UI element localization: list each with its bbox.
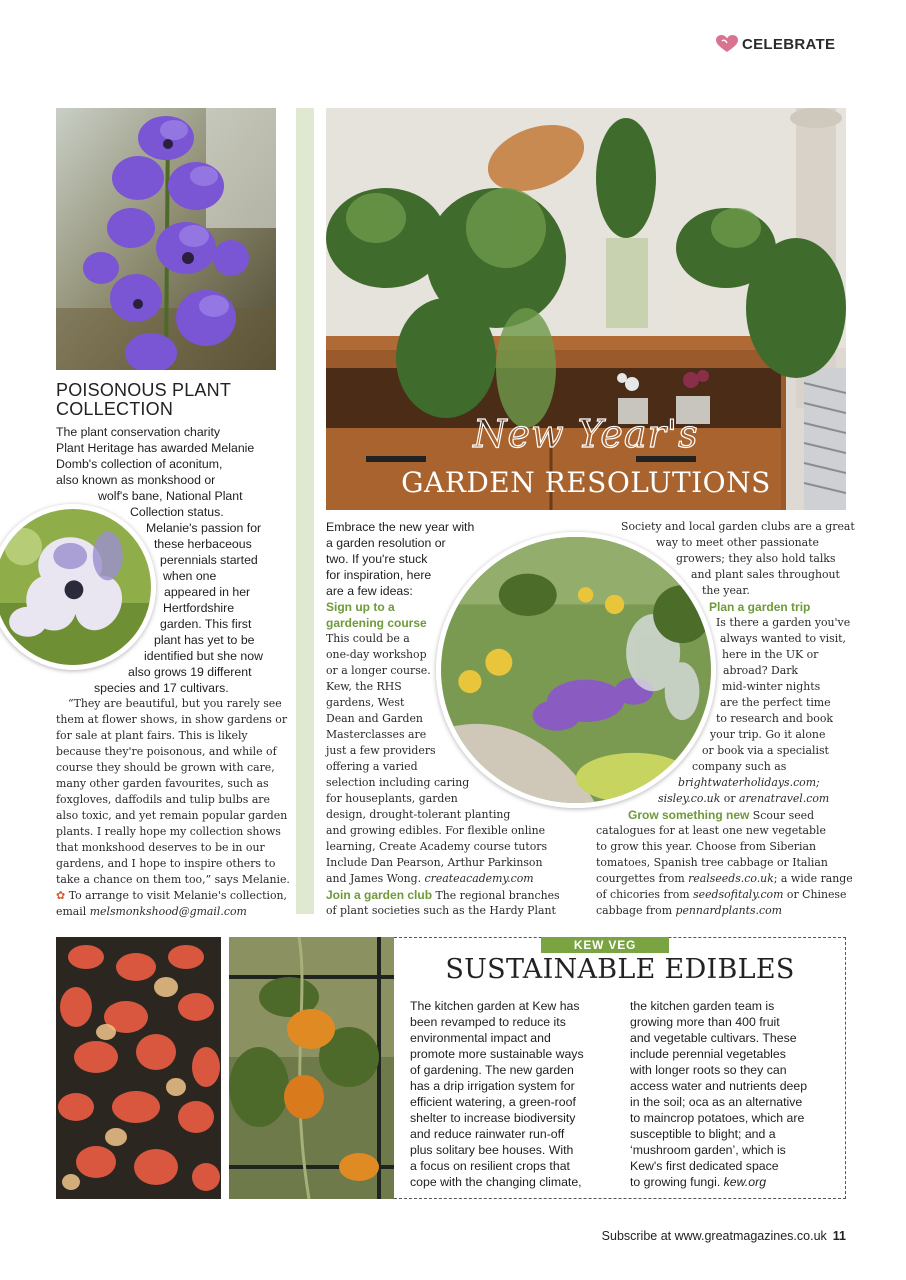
text-line: to research and book: [716, 712, 833, 725]
trip-link-line-2: [596, 791, 846, 807]
visit-line: [56, 888, 287, 904]
text-line: the kitchen garden team is: [630, 999, 775, 1013]
text-line: always wanted to visit,: [720, 632, 847, 645]
resolutions-intro: [326, 519, 566, 599]
text-line: Include Dan Pearson, Arthur Parkinson: [326, 856, 543, 869]
poisonous-plant-article: [56, 424, 290, 920]
heading-line: POISONOUS PLANT: [56, 380, 232, 400]
grow-text: courgettes from: [596, 872, 689, 885]
text-line: environmental impact and: [410, 1031, 551, 1045]
text-line: been revamped to reduce its: [410, 1015, 566, 1029]
monkshood-photo: [56, 108, 276, 370]
pennardplants-link[interactable]: pennardplants.com: [675, 904, 782, 917]
course-heading: Sign up to a: [326, 600, 395, 614]
text-line: of gardening. The new garden: [410, 1063, 574, 1077]
link-join: or: [720, 792, 739, 805]
text-line: wolf's bane, National Plant: [98, 489, 243, 503]
text-line: cope with the changing climate,: [410, 1175, 582, 1189]
email-prefix: email: [56, 905, 90, 918]
course-last-line: [326, 871, 566, 887]
club-continued: [596, 519, 855, 599]
text-line: the year.: [702, 584, 750, 597]
course-heading: gardening course: [326, 616, 427, 630]
text-line: promote more sustainable ways: [410, 1047, 584, 1061]
club-line: [326, 887, 566, 903]
realseeds-link[interactable]: realseeds.co.uk: [688, 872, 774, 885]
text-line: to grow this year. Choose from Siberian: [596, 840, 816, 853]
text-line: Kew's first dedicated space: [630, 1159, 779, 1173]
text-line: for sale at plant fairs. This is likely: [56, 729, 248, 742]
text-line: take a chance on them too,” says Melanie.: [56, 873, 290, 886]
text-line: Society and local garden clubs are a great: [621, 520, 855, 533]
text-line: many other garden favourites, such as: [56, 777, 269, 790]
text-line: The kitchen garden at Kew has: [410, 999, 580, 1013]
grow-line-6: [596, 903, 846, 919]
text-line: these herbaceous: [154, 537, 252, 551]
createacademy-link[interactable]: createacademy.com: [424, 872, 534, 885]
grow-line: [596, 807, 846, 823]
hero-script-title: New Year's: [473, 412, 699, 456]
text-line: catalogues for at least one new vegetable: [596, 824, 826, 837]
text-line: Domb's collection of aconitum,: [56, 457, 223, 471]
column-divider: [296, 108, 314, 914]
text-line: abroad? Dark: [723, 664, 799, 677]
text-line: them at flower shows, in show gardens or: [56, 713, 288, 726]
club-heading: Join a garden club: [326, 888, 433, 902]
text-line: efficient watering, a green-roof: [410, 1095, 576, 1109]
club-text: The regional branches: [432, 889, 560, 902]
text-line: here in the UK or: [722, 648, 819, 661]
course-body: [326, 631, 566, 871]
hero-title: GARDEN RESOLUTIONS: [401, 466, 771, 499]
text-line: and plant sales throughout: [691, 568, 840, 581]
grow-text: Scour seed: [749, 809, 815, 822]
text-line: This could be a: [326, 632, 410, 645]
text-line: are a few ideas:: [326, 584, 413, 598]
poisonous-plant-heading: [56, 381, 296, 419]
text-line: that monkshood deserves to be in our: [56, 841, 265, 854]
grow-text: of chicories from: [596, 888, 694, 901]
text-line: Embrace the new year with: [326, 520, 475, 534]
text-line: also known as monkshood or: [56, 473, 216, 487]
text-line: offering a varied: [326, 760, 418, 773]
text-line: also grows 19 different: [128, 665, 252, 679]
text-line: gardens, West: [326, 696, 405, 709]
text-line: plus solitary bee houses. With: [410, 1143, 574, 1157]
text-line: and reduce rainwater run-off: [410, 1127, 565, 1141]
resolutions-column-right: [596, 519, 855, 919]
text-line: course they should be grown with care,: [56, 761, 275, 774]
kew-column-left: [410, 998, 620, 1190]
subscribe-link[interactable]: Subscribe at www.greatmagazines.co.uk: [601, 1229, 827, 1243]
text-line: learning, Create Academy course tutors: [326, 840, 548, 853]
grow-body: [596, 823, 846, 871]
text-line: gardens, and I hope to inspire others to: [56, 857, 276, 870]
text-line: because they're poisonous, and while of: [56, 745, 277, 758]
text-line: Melanie's passion for: [146, 521, 262, 535]
text-line: design, drought-tolerant planting: [326, 808, 511, 821]
text-line: one-day workshop: [326, 648, 427, 661]
text-line: way to meet other passionate: [656, 536, 819, 549]
text-line: for houseplants, garden: [326, 792, 458, 805]
text-line: growers; they also hold talks: [676, 552, 836, 565]
text-line: garden. This first: [160, 617, 252, 631]
grow-heading: Grow something new: [628, 808, 750, 822]
kew-last-line: [630, 1174, 840, 1190]
text-line: shelter to increase biodiversity: [410, 1111, 576, 1125]
grow-line-4: [596, 871, 853, 887]
text-line: just a few providers: [326, 744, 436, 757]
email-line: [56, 904, 282, 920]
flower-icon: ✿: [56, 889, 66, 902]
text-line: selection including caring: [326, 776, 470, 789]
text-line: Kew, the RHS: [326, 680, 402, 693]
trip-heading: Plan a garden trip: [709, 600, 811, 614]
oca-tubers-photo: [56, 937, 221, 1199]
brightwater-link[interactable]: brightwaterholidays.com;: [678, 776, 820, 789]
text-line: Dean and Garden: [326, 712, 423, 725]
text-line: mid-winter nights: [722, 680, 821, 693]
page-number: 11: [832, 1229, 846, 1243]
heading-line: COLLECTION: [56, 399, 174, 419]
text-line: Collection status.: [130, 505, 224, 519]
text-line: or a longer course.: [326, 664, 431, 677]
kew-right-lines: [630, 998, 840, 1174]
text-line: access water and nutrients deep: [630, 1079, 808, 1093]
text-line: company such as: [692, 760, 787, 773]
text-line: Plant Heritage has awarded Melanie: [56, 441, 255, 455]
email-link[interactable]: melsmonkshood@gmail.com: [89, 905, 247, 918]
text-line: and vegetable cultivars. These: [630, 1031, 797, 1045]
kew-title: SUSTAINABLE EDIBLES: [445, 954, 795, 985]
grow-line-5: [596, 887, 846, 903]
text-line: Hertfordshire: [163, 601, 235, 615]
text-line: your trip. Go it alone: [710, 728, 826, 741]
text-line: perennials started: [160, 553, 258, 567]
section-label: CELEBRATE: [742, 35, 836, 53]
grow-text: or Chinese: [783, 888, 847, 901]
trip-link-line: [596, 775, 846, 791]
resolutions-column-middle: [326, 519, 566, 919]
text-line: to maincrop potatoes, which are: [630, 1111, 805, 1125]
text-line: “They are beautiful, but you rarely see: [68, 697, 282, 710]
text-line: tomatoes, Spanish tree cabbage or Italian: [596, 856, 828, 869]
text-line: include perennial vegetables: [630, 1047, 786, 1061]
text-line: a focus on resilient crops that: [410, 1159, 570, 1173]
text-line: also toxic, and yet remain popular garden: [56, 809, 288, 822]
text-line: when one: [163, 569, 217, 583]
text-line: a garden resolution or: [326, 536, 446, 550]
text-line: ‘mushroom garden’, which is: [630, 1143, 786, 1157]
text-line: two. If you're stuck: [326, 552, 428, 566]
text-line: identified but she now: [144, 649, 263, 663]
text-line: in the soil; oca as an alternative: [630, 1095, 803, 1109]
text-line: foxgloves, daffodils and tulip bulbs are: [56, 793, 270, 806]
kew-column-right: [630, 998, 840, 1190]
text-line: are the perfect time: [720, 696, 831, 709]
text-line: or book via a specialist: [702, 744, 829, 757]
kew-veg-tag: KEW VEG: [541, 937, 669, 953]
text-line: for inspiration, here: [326, 568, 432, 582]
club-line-2: of plant societies such as the Hardy Plant: [326, 904, 556, 917]
heart-icon: [716, 35, 738, 53]
text-line: has a drip irrigation system for: [410, 1079, 575, 1093]
text-line: Is there a garden you've: [716, 616, 851, 629]
text-line: appeared in her: [164, 585, 251, 599]
text-line: with longer roots so they can: [630, 1063, 787, 1077]
arenatravel-link[interactable]: arenatravel.com: [738, 792, 830, 805]
text-line: and growing edibles. For flexible online: [326, 824, 546, 837]
kew-last-text: to growing fungi.: [630, 1175, 724, 1189]
text-line: growing more than 400 fruit: [630, 1015, 780, 1029]
seedsofitaly-link[interactable]: seedsofitaly.com: [693, 888, 784, 901]
text-line: plants. I really hope my collection shows: [56, 825, 281, 838]
sisley-link[interactable]: sisley.co.uk: [658, 792, 721, 805]
text-line: plant has yet to be: [154, 633, 255, 647]
course-last-text: and James Wong.: [326, 872, 425, 885]
footer: [450, 1229, 846, 1243]
grow-text: cabbage from: [596, 904, 676, 917]
grow-text: ; a wide range: [773, 872, 853, 885]
text-line: The plant conservation charity: [56, 425, 221, 439]
trip-body: [596, 615, 851, 775]
text-line: Masterclasses are: [326, 728, 427, 741]
section-tag: [716, 34, 835, 54]
text-line: species and 17 cultivars.: [94, 681, 229, 695]
squash-trellis-photo: [229, 937, 394, 1199]
visit-text: To arrange to visit Melanie's collection,: [68, 889, 287, 902]
kew-link[interactable]: kew.org: [723, 1175, 767, 1189]
text-line: susceptible to blight; and a: [630, 1127, 776, 1141]
